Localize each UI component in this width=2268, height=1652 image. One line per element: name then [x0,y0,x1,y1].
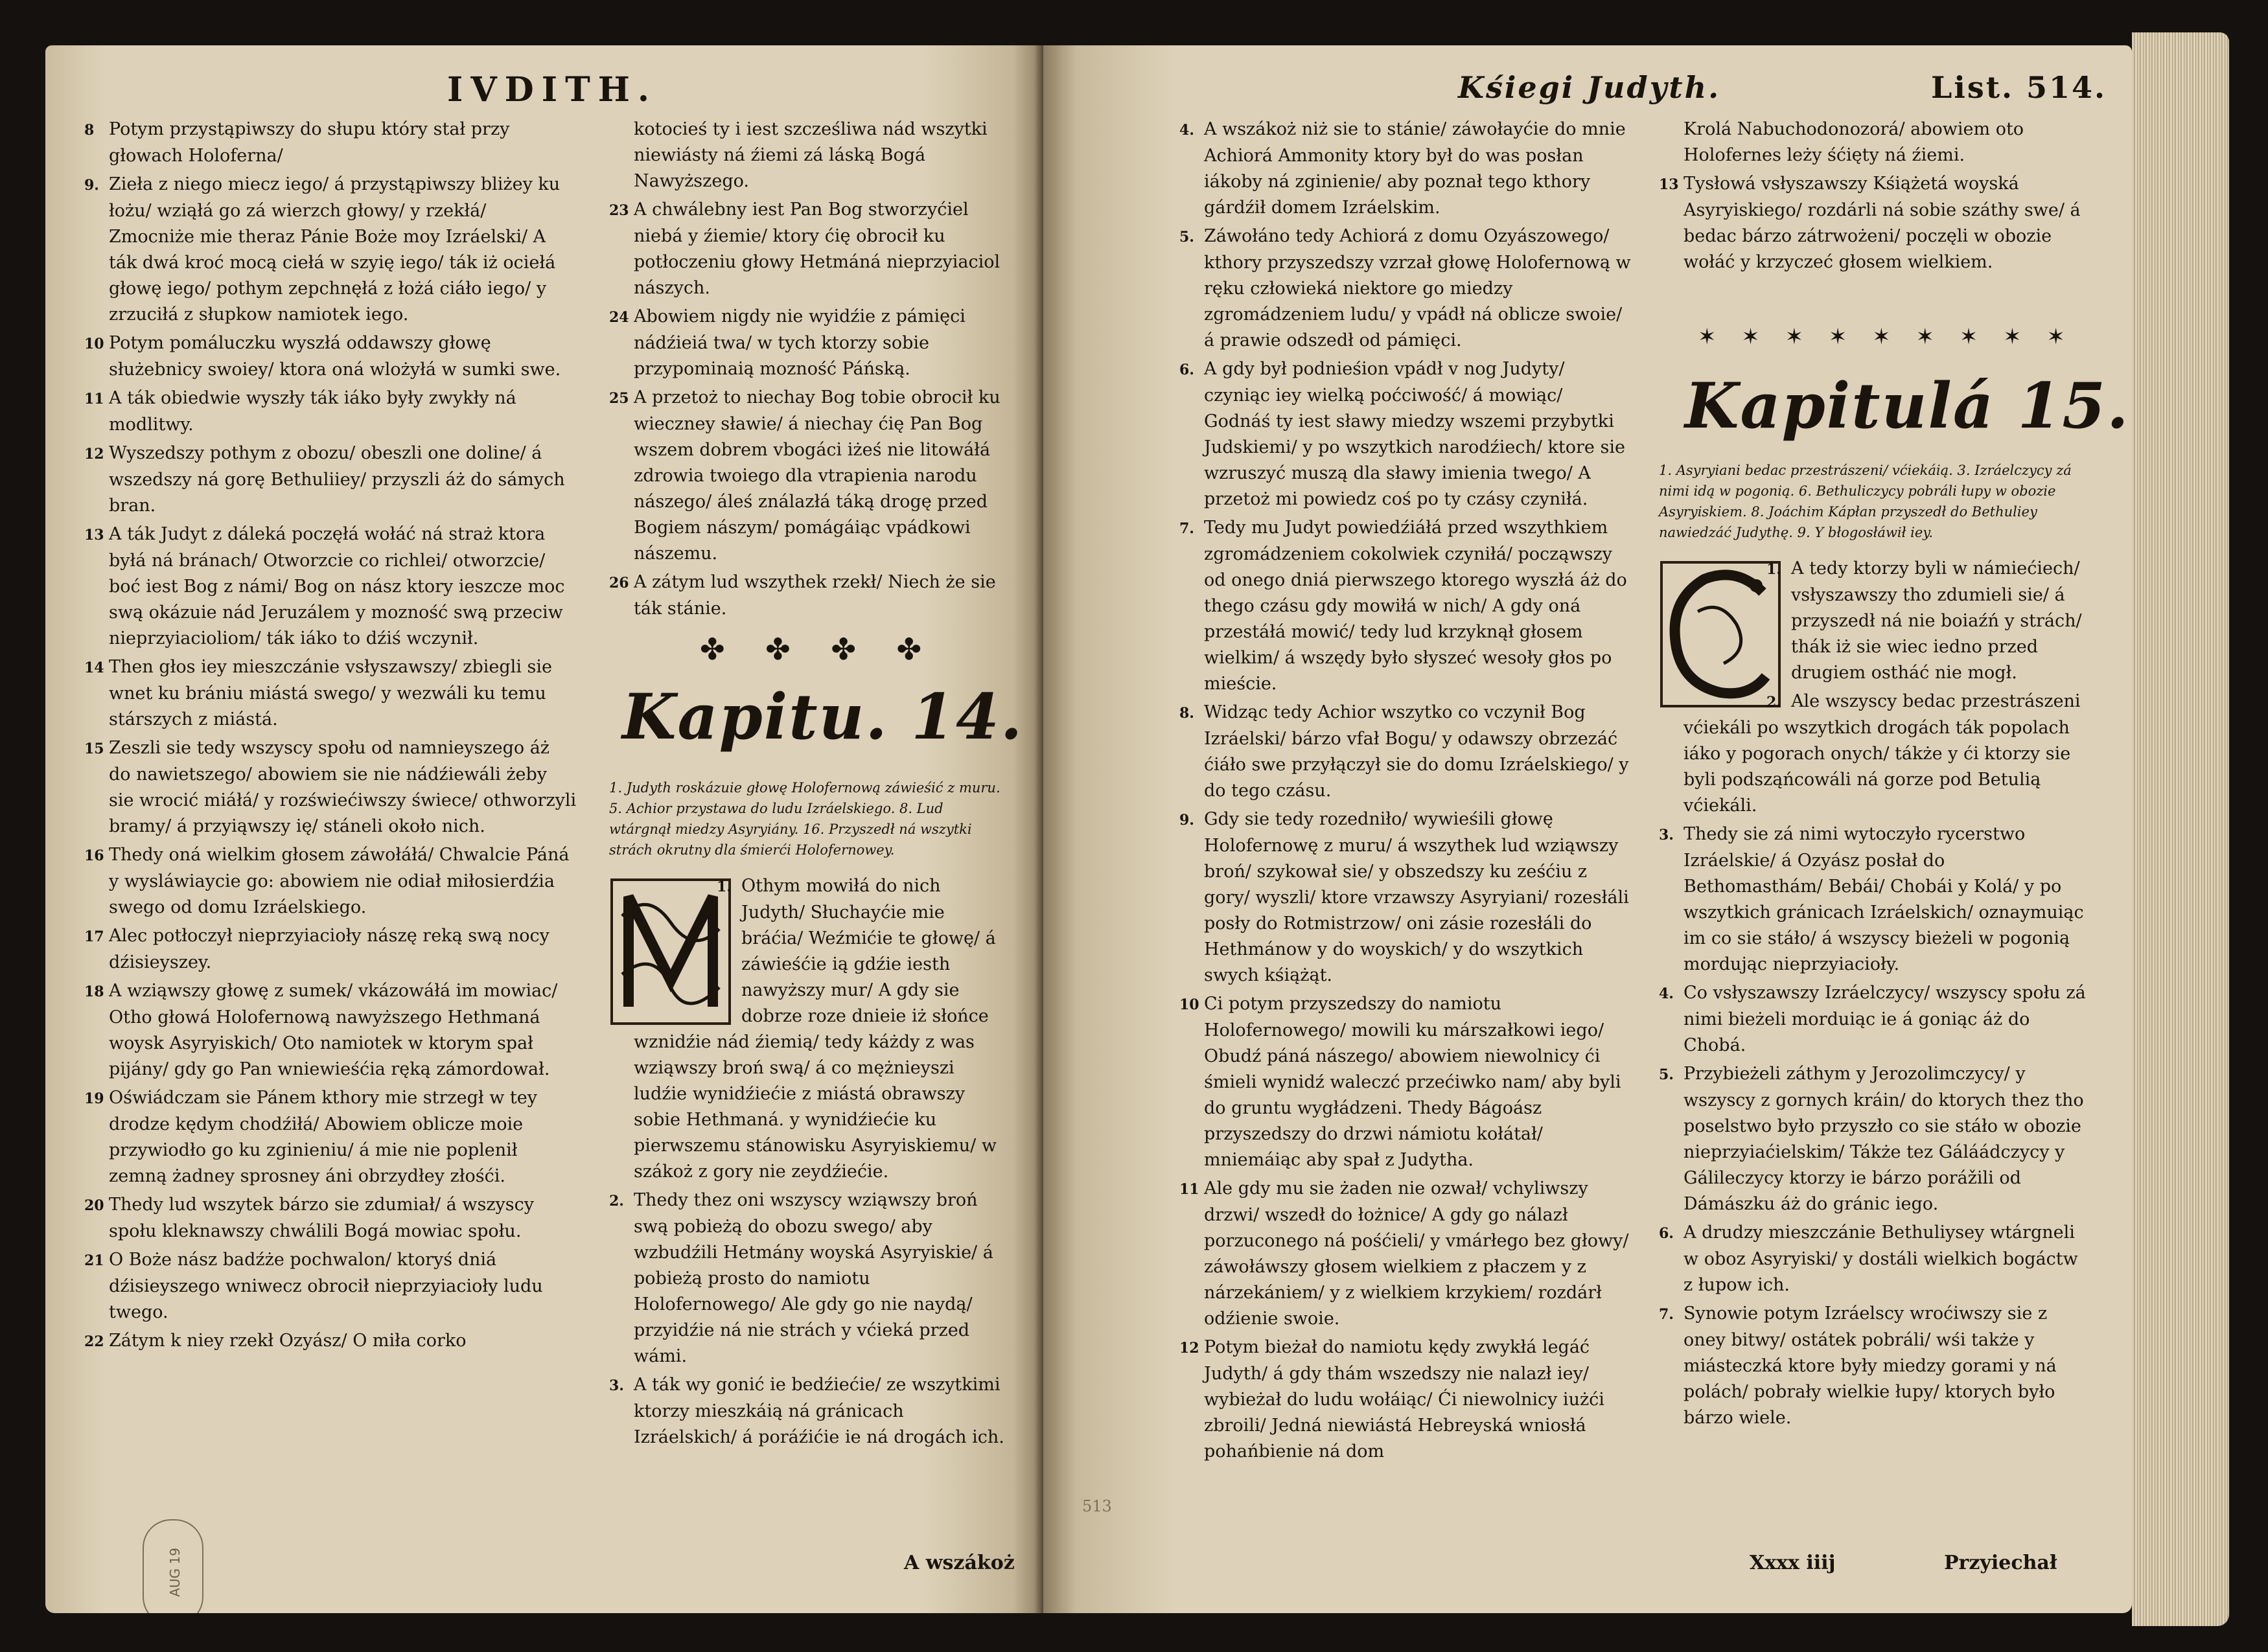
running-header: IVDITH. [447,70,658,109]
verse-text: Tysłowá vsłyszawszy Kśiążetá woyská Asyryiskiego/ rozdárli ná sobie száthy swe/ á bedac bárzo zátrwożeni/ poczęli w obozie wołáć y krzyczeć głosem wielkiem. [1684,174,2081,272]
chapter-title: Kapitu. 14. [622,680,1024,753]
verse-text: Krolá Nabuchodonozorá/ abowiem oto Holofernes leży śćięty ná źiemi. [1684,119,2024,165]
library-stamp-icon [143,1519,203,1613]
verse [84,117,577,169]
verse [84,842,577,921]
verse [1659,117,2087,168]
verse-text: A wszákoż niż sie to stánie/ záwołayćie do mnie Achiorá Ammonity ktory był do was posłan iákoby ná zginienie/ aby poznał tego kthory gárdźił domem Izráelskim. [1204,119,1626,218]
verse-text: A ták Judyt z dáleká poczęłá wołáć ná straż ktora byłá ná bránach/ Otworzcie co richlei/ otworzcie/ boć iest Bog z námi/ Bog on nász ktory ieszcze moc swą okázuie nád Jeruzálem y mozność swą przeciw nieprzyiacioliom/ ták iáko to dźiś wczynił. [109,524,565,648]
left-page [45,45,1043,1613]
right-page [1043,45,2132,1613]
verse-text: A ták wy gonić ie bedźiećie/ ze wszytkimi ktorzy mieszkáią ná gránicach Izráelskich/ á poráźićie ie ná drogách ich. [634,1375,1004,1447]
stamp-text: AUG 19 [167,1548,183,1597]
verse-number: 22 [84,1333,104,1350]
verse [1659,1061,2087,1217]
verse-text: A zátym lud wszythek rzekł/ Niech że sie ták stánie. [634,572,996,619]
verse-text: A tedy ktorzy byli w námiećiech/ vsłyszawszy tho zdumieli sie/ á przyszedł ná nie boiaźń y strách/ thák iż sie wiec iedno przed drugiem ostháć nie mogł. [1791,558,2082,683]
verse-text: O Boże nász badźże pochwalon/ ktoryś dniá dźisieyszego wniwecz obrocił nieprzyiacioły ludu twego. [109,1250,543,1322]
verse-number: 6. [1659,1225,1674,1242]
verse-number: 10 [1179,996,1199,1013]
verse [84,522,577,652]
verse-number: 13 [84,527,104,544]
column-1 [84,117,577,1357]
running-header-title: Kśiegi Judyth. [1458,70,1721,105]
column-4-bottom [1659,460,2087,1434]
verse-text: Ci potym przyszedszy do namiotu Holofernowego/ mowili ku márszałkowi iego/ Obudź páná nászego/ abowiem niewolnicy ći śmieli wynidź waleczć przećiwko nam/ aby byli do gruntu wygłádzeni. Thedy Bágoász przyszedszy do drzwi námiotu kołátał/ mniemáiąc aby spał z Judytha. [1204,994,1621,1170]
verse-number: 12 [1179,1340,1199,1357]
verse [1179,117,1633,221]
verse [84,1328,577,1355]
verse-text: Thedy oná wielkim głosem záwołáłá/ Chwalcie Páná y wysláwiaycie go: abowiem nie odiał miłosierdźia swego od domu Izráelskiego. [109,845,570,917]
verse-text: Abowiem nigdy nie wyidźie z pámięci nádźieiá twa/ w tych ktorzy sobie przypominaią mozność Páńską. [634,306,966,379]
verse-text: Záwołáno tedy Achiorá z domu Ozyászowego/ kthory przyszedszy vzrzał głowę Holofernową w ręku człowieká niektore go miedzy zgromádzeniem ludu/ y vpádł ná oblicze swoie/ á prawie odszedł od pámięci. [1204,226,1631,350]
verse-number: 16 [84,847,104,864]
folio-number: List. 514. [1931,70,2107,105]
verse-number: 4. [1179,122,1194,139]
verse [609,1187,1004,1370]
decorated-initial-icon [609,877,732,1026]
column-2-top [609,117,1004,625]
catchword-right: Przyiechał [1944,1552,2057,1574]
verse-text: Wyszedszy pothym z obozu/ obeszli one doline/ á wszedszy ná gorę Bethuliiey/ przyszli áż do sámych bran. [109,443,565,516]
verse [84,978,577,1083]
column-2-bottom [609,777,1004,1453]
verse-number: 6. [1179,361,1194,378]
verse-number: 8 [84,122,95,139]
chapter-summary: 1. Judyth roskázuie głowę Holofernową záwieśić z muru. 5. Achior przystawa do ludu Izráelskiego. 8. Lud wtárgnął miedzy Asyryiány. 16. Przyszedł ná wszytki strách okrutny dla śmierći Holofernowey. [609,780,1001,858]
verse-number: 20 [84,1197,104,1214]
verse-text: Then głos iey mieszczánie vsłyszawszy/ zbiegli sie wnet ku brániu miástá swego/ y wezwáli ku temu stárszych z miástá. [109,657,553,729]
verse-text: Zieła z niego miecz iego/ á przystąpiwszy bliżey ku łożu/ wziąłá go zá wierzch głowy/ y rzekłá/ Zmocniże mie theraz Pánie Boże moy Izráelski/ A ták dwá kroć mocą ciełá w szyię iego/ ták iż ociełá głowę iego/ pothym zepchnęłá z łożá ciáło iego/ y zrzuciłá z słupkow namiotek iego. [109,174,561,325]
verse-number: 24 [609,309,629,326]
verse-text: Co vsłyszawszy Izráelczycy/ wszyscy społu zá nimi bieżeli morduiąc ie á goniąc áż do Chobá. [1684,983,2086,1055]
verse-text: Thedy lud wszytek bárzo sie zdumiał/ á wszyscy społu kleknawszy chwálili Bogá mowiac społu. [109,1195,535,1241]
verse [1179,356,1633,512]
margin-number: 513 [1082,1497,1112,1515]
verse-number: 2. [609,1193,624,1210]
ornament-row: ✤ ✤ ✤ ✤ [700,632,938,667]
verse-number: 5. [1179,229,1194,246]
verse-number: 8. [1179,705,1194,722]
ornament-row-right: ✶ ✶ ✶ ✶ ✶ ✶ ✶ ✶ ✶ [1698,324,2074,350]
verse-number: 3. [609,1377,624,1394]
verse-text: Gdy sie tedy rozedniło/ wywieśili głowę Holofernowę z muru/ á wszythek lud wziąwszy broń/ szykował sie/ y obszedszy ku ześćiu z gory/ wyszli/ ktore vrzawszy Asyryiani/ rozesłáli posły do Rotmistrzow/ oni zásie rozesłáli do Hethmánow y do woyskich/ y do wszytkich swych kśiążąt. [1204,809,1629,985]
verse-text: Synowie potym Izráelscy wroćiwszy sie z oney bitwy/ ostátek pobráli/ wśi także y miásteczká ktore były miedzy gorami y ná polách/ pobrały wielkie łupy/ ktorych było bárzo wiele. [1684,1303,2057,1428]
verse-text: Alec potłoczył nieprzyiacioły nászę reką swą nocy dźisieyszey. [109,926,550,972]
verse-text: Potym przystąpiwszy do słupu który stał przy głowach Holoferna/ [109,119,510,166]
verse [1179,807,1633,989]
verse-text: Ale gdy mu sie żaden nie ozwał/ vchyliwszy drzwi/ wszedł do łożnice/ A gdy go nálazł porzuconego ná pośćieli/ y vmárłego bez głowy/ záwołáwszy głosem wielkiem z płaczem y z nárzekániem/ y z wielkiem krzykiem/ rozdárł odźienie swoie. [1204,1178,1629,1329]
verse-number: 25 [609,390,629,407]
verse-number: 9. [84,177,99,194]
verse-number: 1. [1766,561,1781,578]
verse [1179,515,1633,697]
verse-text: A przetoż to niechay Bog tobie obrocił ku wieczney sławie/ á niechay ćię Pan Bog wszem dobrem vbogáci iżeś nie litowáłá zdrowia twoiego dla vtrapienia narodu nászego/ áleś ználazłá táką drogę przed Bogiem nászym/ pomágáiąc vpádkowi nászemu. [634,387,1001,564]
verse-number: 14 [84,660,104,676]
verse-text: kotocieś ty i iest szcześliwa nád wszytki niewiásty ná źiemi zá láską Bogá Nawyższego. [634,119,988,191]
verse [609,569,1004,622]
verse-text: Ale wszyscy bedac przestrászeni vćiekáli po wszytkich drogách ták popolach iáko y pogorach onych/ tákże y ći ktorzy sie byli podsząńcowáli ná gorze pod Betulią vćiekáli. [1684,691,2081,816]
verse [84,735,577,840]
verse [84,654,577,733]
verse [84,330,577,383]
verse-text: Oświádczam sie Pánem kthory mie strzegł w tey drodze kędym chodźiłá/ Abowiem oblicze moie przywiodło go ku zginieniu/ á mie nie poplenił zemną żadney sprosney áni obrzydłey złośći. [109,1088,538,1186]
verse [1659,1301,2087,1431]
verse [84,923,577,976]
verse-text: A wziąwszy głowę z sumek/ vkázowáłá im mowiac/ Otho głowá Holofernową nawyższego Hethmaná woysk Asyryiskich/ Oto namiotek w ktorym spał pijány/ gdy go Pan wniewieśćia ręką zámordował. [109,981,558,1079]
verse-text: Thedy thez oni wszyscy wziąwszy broń swą pobieżą do obozu swego/ aby wzbudźili Hetmány woyská Asyryiskie/ á pobieżą prosto do namiotu Holofernowego/ Ale gdy go nie naydą/ przyidźie ná nie strách y vćieká przed wámi. [634,1190,993,1366]
verse-text: Zátym k niey rzekł Ozyász/ O miła corko [109,1331,467,1351]
column-3 [1179,117,1633,1467]
verse-text: Zeszli sie tedy wszyscy społu od namnieyszego áż do nawietszego/ abowiem sie nie nádźiewáli żeby sie wrocić miáłá/ y rozświećiwszy świece/ othworzyli bramy/ á przyiąwszy ię/ stáneli około nich. [109,738,577,836]
verse-number: 7. [1179,520,1194,537]
verse [84,172,577,328]
page-edges [2132,32,2229,1626]
verse-number: 18 [84,983,104,1000]
verse-text: Przybieżeli záthym y Jerozolimczycy/ y wszyscy z gornych kráin/ do ktorych thez tho poselstwo było przyszło co sie stáło w obozie nieprzyiaćielskim/ Tákże tez Gáláádczycy y Gálileczycy ktorzy ie bárzo porážili od Dámászku áż do gránic iego. [1684,1064,2084,1214]
verse-text: A ták obiedwie wyszły ták iáko były zwykły ná modlitwy. [109,388,516,435]
verse-text: Potym bieżał do namiotu kędy zwykłá legáć Judyth/ á gdy thám wszedszy nie nalazł iey/ wybieżał do ludu wołáiąc/ Ći niewolnicy iużći zbroili/ Jedná niewiástá Hebreyská wniosłá pohańbienie ná dom [1204,1337,1604,1462]
verse-number: 19 [84,1090,104,1107]
verse [609,117,1004,194]
verse-number: 11 [84,391,104,407]
verse [609,197,1004,301]
verse-number: 15 [84,740,104,757]
decorated-initial-icon [1659,560,1782,709]
verse-number: 4. [1659,985,1674,1002]
verse-number: 26 [609,575,629,591]
verse-number: 3. [1659,827,1674,843]
verse-number: 2. [1766,694,1781,711]
signature-mark: Xxxx iiij [1750,1552,1836,1574]
verse [1179,700,1633,804]
verse [1179,1176,1633,1332]
verse-text: A gdy był podnieśion vpádł v nog Judyty/ czyniąc iey wielką poćciwość/ á mowiąc/ Godnáś ty iest sławy miedzy wszemi przybytki Judskiemi/ y po wszytkich narodźiech/ ktore sie wzruszyć muszą dla sławy imienia twego/ A przetoż mi powiedz coś po ty czásy czyniłá. [1204,359,1625,509]
verse [1659,1220,2087,1298]
verse-text: Potym pomáluczku wyszłá oddawszy głowę służebnicy swoiey/ ktora oná wlożyłá w sumki swe. [109,333,561,380]
verse-number: 21 [84,1252,104,1269]
verse [1179,991,1633,1173]
verse [1659,821,2087,978]
chapter-summary-right: 1. Asyryiani bedac przestrászeni/ vćiekáią. 3. Izráelczycy zá nimi idą w pogonią. 6. Bethuliczycy pobráli łupy w obozie Asyryiskiem. 8. Joáchim Kápłan przyszedł do Bethuliey nawiedzáć Judythę. 9. Y błogosłáwił iey. [1659,463,2072,540]
verse [609,304,1004,382]
verse [84,385,577,438]
catchword: A wszákoż [904,1552,1015,1574]
verse-number: 11 [1179,1181,1199,1198]
verse [609,385,1004,567]
verse-number: 13 [1659,176,1679,193]
verse-text: Thedy sie zá nimi wytoczyło rycerstwo Izráelskie/ á Ozyász posłał do Bethomasthám/ Bebái/ Chobái y Kolá/ y po wszytkich gránicach Izráelskich/ oznaymuiąc im co sie stáło/ á wszyscy bieżeli w pogonią mordując nieprzyiacioły. [1684,824,2084,974]
verse-number: 5. [1659,1066,1674,1083]
verse-number: 7. [1659,1306,1674,1323]
verse-number: 9. [1179,812,1194,829]
verse [609,1372,1004,1451]
verse-number: 10 [84,336,104,352]
verse-text: A drudzy mieszczánie Bethuliysey wtárgneli w oboz Asyryiski/ y dostáli wielkich bogáctw z łupow ich. [1684,1222,2078,1295]
verse [1659,980,2087,1059]
verse [1179,224,1633,354]
verse [84,1085,577,1189]
verse-text: Tedy mu Judyt powiedźiáłá przed wszythkiem zgromádzeniem cokolwiek czyniłá/ począwszy od onego dniá pierwszego ktorego wyszłá áż do thego czásu gdy mowiłá w nich/ A gdy oná przestáłá mowić/ tedy lud krzyknął głosem wielkim/ á wszędy było słyszeć wesoły głos po mieście. [1204,518,1627,694]
verse [1179,1335,1633,1465]
verse [84,1192,577,1245]
verse [84,441,577,519]
verse-text: Widząc tedy Achior wszytko co vczynił Bog Izráelski/ bárzo vfał Bogu/ y odawszy obrzezáć ćiáło swe przyłączył sie do domu Izráelskiego/ y do tego czásu. [1204,702,1629,801]
verse-text: A chwálebny iest Pan Bog stworzyćiel niebá y źiemie/ ktory ćię obrocił ku potłoczeniu głowy Hetmáná nieprzyiaciol nászych. [634,200,1001,298]
verse-number: 17 [84,928,104,945]
verse-text: Othym mowiłá do nich Judyth/ Słuchayćie mie bráćia/ Weźmićie te głowę/ á záwieśćie ią gdźie iesth nawyższy mur/ A gdy sie dobrze roze dnieie iż słońce wznidźie nád źiemią/ tedy káżdy z was wziąwszy broń swą/ á co mężnieyszi ludźie wynidźiećie z miástá obrawszy sobie Hethmaná. y wynidźiećie ku pierwszemu stánowisku Asyryiskiemu/ w szákoż z gory nie zeydźiećie. [634,876,997,1182]
chapter-title-right: Kapitulá 15. [1685,369,2130,442]
column-4-top [1659,117,2087,278]
verse-number: 1. [717,878,732,895]
verse [1659,171,2087,275]
verse-number: 12 [84,446,104,463]
verse-number: 23 [609,202,629,219]
verse [84,1247,577,1325]
